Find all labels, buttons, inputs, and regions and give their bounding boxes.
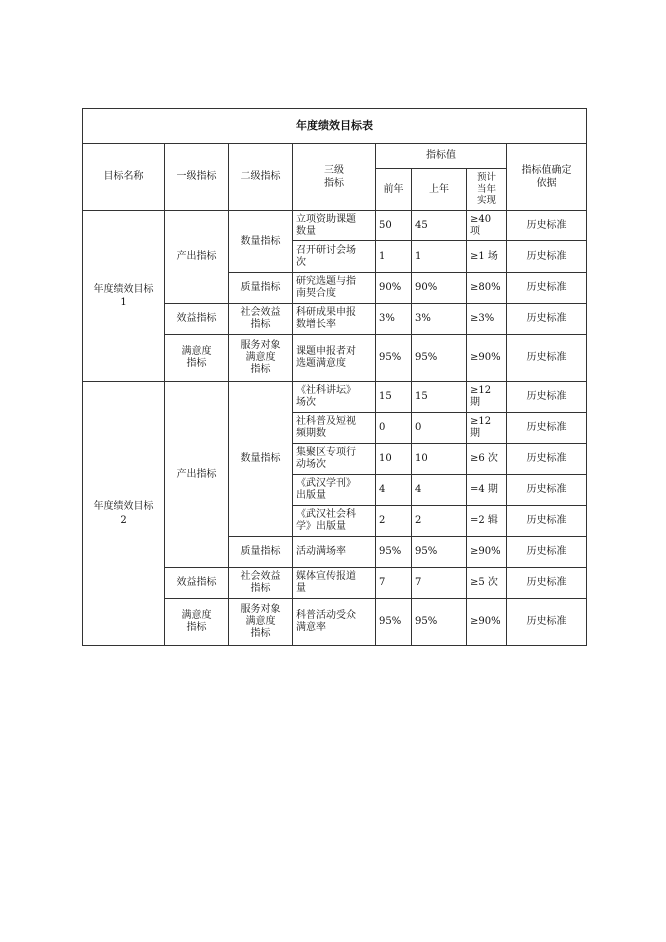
goal-1-quality: 质量指标 [229, 273, 293, 304]
basis-cell: 历史标准 [507, 304, 587, 335]
performance-goal-table [82, 108, 587, 646]
indicator-cell: 召开研讨会场 次 [293, 241, 376, 273]
goal-2-satisfaction: 满意度 指标 [165, 599, 229, 646]
goal-1-service-satisfaction: 服务对象 满意度 指标 [229, 335, 293, 382]
indicator-cell: 媒体宣传报道 量 [293, 568, 376, 599]
prev-year-cell: 10 [376, 444, 412, 475]
last-year-cell: 7 [412, 568, 467, 599]
header-row-1 [83, 144, 587, 169]
goal-1-benefit: 效益指标 [165, 304, 229, 335]
basis-cell: 历史标准 [507, 475, 587, 506]
expected-cell: ≥40 项 [467, 211, 507, 241]
basis-cell: 历史标准 [507, 506, 587, 537]
header-basis: 指标值确定 依据 [507, 144, 587, 211]
last-year-cell: 90% [412, 273, 467, 304]
header-level1: 一级指标 [165, 144, 229, 211]
indicator-cell: 课题申报者对 选题满意度 [293, 335, 376, 382]
prev-year-cell: 95% [376, 335, 412, 382]
expected-cell: =2 辑 [467, 506, 507, 537]
indicator-cell: 立项资助课题 数量 [293, 211, 376, 241]
basis-cell: 历史标准 [507, 599, 587, 646]
title-row [83, 109, 587, 144]
last-year-cell: 10 [412, 444, 467, 475]
header-goal-name: 目标名称 [83, 144, 165, 211]
basis-cell: 历史标准 [507, 382, 587, 413]
expected-cell: ≥90% [467, 335, 507, 382]
indicator-cell: 科研成果申报 数增长率 [293, 304, 376, 335]
expected-cell: ≥90% [467, 537, 507, 568]
last-year-cell: 3% [412, 304, 467, 335]
indicator-cell: 社科普及短视 频期数 [293, 413, 376, 444]
prev-year-cell: 2 [376, 506, 412, 537]
last-year-cell: 1 [412, 241, 467, 273]
prev-year-cell: 50 [376, 211, 412, 241]
goal-2-output: 产出指标 [165, 382, 229, 568]
last-year-cell: 95% [412, 599, 467, 646]
prev-year-cell: 7 [376, 568, 412, 599]
basis-cell: 历史标准 [507, 568, 587, 599]
goal-1-social-benefit: 社会效益 指标 [229, 304, 293, 335]
header-level2: 二级指标 [229, 144, 293, 211]
expected-cell: ≥80% [467, 273, 507, 304]
last-year-cell: 95% [412, 335, 467, 382]
prev-year-cell: 4 [376, 475, 412, 506]
header-level3: 三级 指标 [293, 144, 376, 211]
header-last-year: 上年 [412, 169, 467, 211]
basis-cell: 历史标准 [507, 335, 587, 382]
header-prev-year: 前年 [376, 169, 412, 211]
prev-year-cell: 3% [376, 304, 412, 335]
last-year-cell: 45 [412, 211, 467, 241]
goal-2-quantity: 数量指标 [229, 382, 293, 537]
last-year-cell: 2 [412, 506, 467, 537]
goal-1-output: 产出指标 [165, 211, 229, 304]
expected-cell: ≥12 期 [467, 382, 507, 413]
expected-cell: ≥5 次 [467, 568, 507, 599]
prev-year-cell: 1 [376, 241, 412, 273]
prev-year-cell: 95% [376, 599, 412, 646]
indicator-cell: 《武汉学刊》 出版量 [293, 475, 376, 506]
basis-cell: 历史标准 [507, 211, 587, 241]
basis-cell: 历史标准 [507, 444, 587, 475]
prev-year-cell: 90% [376, 273, 412, 304]
last-year-cell: 0 [412, 413, 467, 444]
goal-2-social-benefit: 社会效益 指标 [229, 568, 293, 599]
goal-2-service-satisfaction: 服务对象 满意度 指标 [229, 599, 293, 646]
prev-year-cell: 15 [376, 382, 412, 413]
last-year-cell: 15 [412, 382, 467, 413]
table-title: 年度绩效目标表 [83, 109, 587, 144]
goal-2-name: 年度绩效目标 2 [83, 382, 165, 646]
goal-2-benefit: 效益指标 [165, 568, 229, 599]
expected-cell: ≥12 期 [467, 413, 507, 444]
expected-cell: ≥3% [467, 304, 507, 335]
goal-2-quality: 质量指标 [229, 537, 293, 568]
goal-1-name: 年度绩效目标 1 [83, 211, 165, 382]
last-year-cell: 95% [412, 537, 467, 568]
goal-1-satisfaction: 满意度 指标 [165, 335, 229, 382]
basis-cell: 历史标准 [507, 241, 587, 273]
header-expected: 预计 当年 实现 [467, 169, 507, 211]
prev-year-cell: 0 [376, 413, 412, 444]
goal-1-quantity: 数量指标 [229, 211, 293, 273]
basis-cell: 历史标准 [507, 273, 587, 304]
basis-cell: 历史标准 [507, 413, 587, 444]
expected-cell: =4 期 [467, 475, 507, 506]
prev-year-cell: 95% [376, 537, 412, 568]
expected-cell: ≥1 场 [467, 241, 507, 273]
indicator-cell: 研究选题与指 南契合度 [293, 273, 376, 304]
header-indicator-value: 指标值 [376, 144, 507, 169]
basis-cell: 历史标准 [507, 537, 587, 568]
table-row [83, 211, 587, 241]
indicator-cell: 《社科讲坛》 场次 [293, 382, 376, 413]
table-row [83, 382, 587, 413]
expected-cell: ≥90% [467, 599, 507, 646]
expected-cell: ≥6 次 [467, 444, 507, 475]
indicator-cell: 《武汉社会科 学》出版量 [293, 506, 376, 537]
last-year-cell: 4 [412, 475, 467, 506]
indicator-cell: 科普活动受众 满意率 [293, 599, 376, 646]
indicator-cell: 活动满场率 [293, 537, 376, 568]
indicator-cell: 集聚区专项行 动场次 [293, 444, 376, 475]
